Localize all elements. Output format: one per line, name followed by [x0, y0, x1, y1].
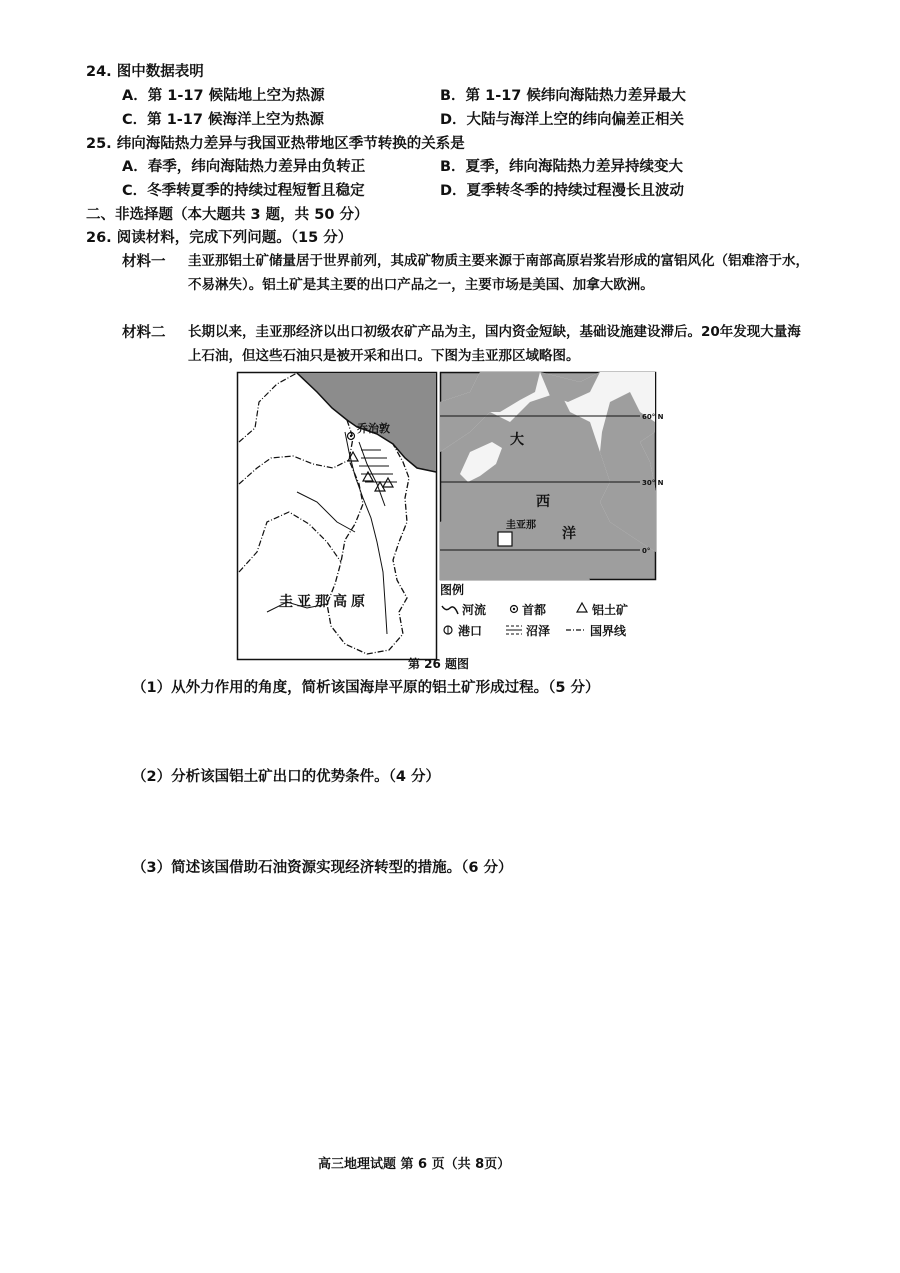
q26-stem: 26. 阅读材料，完成下列问题。（15 分）	[86, 230, 353, 246]
lat-0-label: 0°	[642, 547, 651, 555]
legend-port-label: 港口	[458, 624, 483, 638]
material-2-label: 材料二	[122, 325, 166, 341]
q24-option-b: B．第 1-17 候纬向海陆热力差异最大	[440, 88, 686, 104]
figure-caption: 第 26 题图	[408, 657, 470, 671]
ocean-label-1: 大	[510, 432, 524, 448]
q25-option-b: B．夏季，纬向海陆热力差异持续变大	[440, 159, 684, 175]
section-heading: 二、非选择题（本大题共 3 题，共 50 分）	[86, 207, 369, 223]
ocean-label-2: 西	[536, 494, 550, 510]
material-1-text: 圭亚那铝土矿储量居于世界前列，其成矿物质主要来源于南部高原岩浆岩形成的富铝风化（铝难溶于水，不易淋失）。铝土矿是其主要的出口产品之一，主要市场是美国、加拿大欧洲。	[188, 253, 809, 293]
capital-label: 乔治敦	[357, 422, 390, 435]
legend-river-label: 河流	[462, 603, 487, 617]
legend-title: 图例	[440, 583, 465, 597]
swamp-legend-icon	[506, 626, 522, 634]
q24-option-d: D．大陆与海洋上空的纬向偏差正相关	[440, 112, 685, 128]
legend-capital-label: 首都	[522, 603, 547, 617]
lat-60-label: 60° N	[642, 413, 664, 421]
q26-sub-2: （2）分析该国铝土矿出口的优势条件。（4 分）	[132, 769, 440, 785]
q26-sub-3: （3）简述该国借助石油资源实现经济转型的措施。（6 分）	[132, 860, 513, 876]
q24-option-a: A．第 1-17 候陆地上空为热源	[122, 88, 325, 104]
q25-stem: 25. 纬向海陆热力差异与我国亚热带地区季节转换的关系是	[86, 136, 465, 152]
ocean-label-3: 洋	[562, 526, 576, 542]
q25-option-c: C．冬季转夏季的持续过程短暂且稳定	[122, 183, 365, 199]
q25-option-a: A．春季，纬向海陆热力差异由负转正	[122, 159, 366, 175]
legend	[440, 582, 656, 642]
legend-swamp-label: 沼泽	[526, 624, 551, 638]
atlantic-map	[440, 372, 664, 580]
q25-option-d: D．夏季转冬季的持续过程漫长且波动	[440, 183, 685, 199]
material-2-text: 长期以来，圭亚那经济以出口初级农矿产品为主，国内资金短缺，基础设施建设滞后。20年发现大量海上石油，但这些石油只是被开采和出口。下图为圭亚那区域略图。	[188, 324, 801, 364]
bauxite-legend-icon	[577, 603, 587, 612]
river-icon	[442, 606, 458, 614]
plateau-label: 圭亚那高原	[279, 594, 369, 610]
page-footer: 高三地理试题 第 6 页（共 8页）	[318, 1157, 511, 1172]
lat-30-label: 30° N	[642, 479, 664, 487]
legend-border-label: 国界线	[590, 624, 627, 638]
q26-sub-1: （1）从外力作用的角度，简析该国海岸平原的铝土矿形成过程。（5 分）	[132, 680, 600, 696]
material-1-label: 材料一	[122, 254, 166, 270]
q24-option-c: C．第 1-17 候海洋上空为热源	[122, 112, 325, 128]
legend-bauxite-label: 铝土矿	[592, 603, 629, 617]
q24-stem: 24. 图中数据表明	[86, 64, 204, 80]
guyana-label: 圭亚那	[506, 520, 536, 531]
guyana-location-box	[498, 532, 512, 546]
guyana-map	[237, 372, 437, 660]
